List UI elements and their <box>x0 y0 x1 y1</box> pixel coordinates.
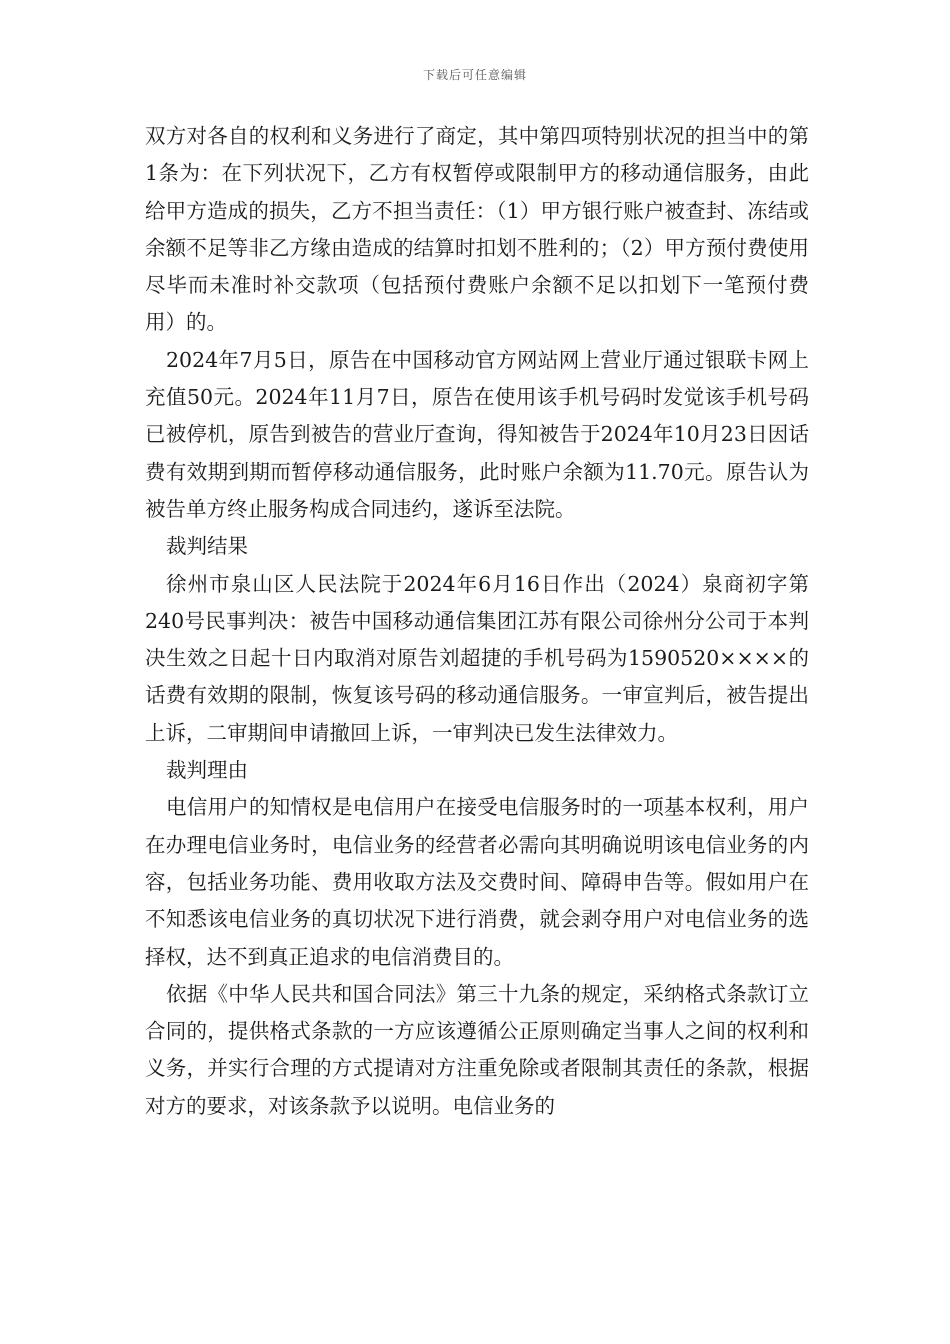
paragraph-right-to-know: 电信用户的知情权是电信用户在接受电信服务时的一项基本权利，用户在办理电信业务时，电信业务的经营者必需向其明确说明该电信业务的内容，包括业务功能、费用收取方法及交费时间、障碍申告等。假如用户在不知悉该电信业务的真切状况下进行消费，就会剥夺用户对电信业务的选择权，达不到真正追求的电信消费目的。 <box>145 795 809 969</box>
paragraph-contract-law: 依据《中华人民共和国合同法》第三十九条的规定，采纳格式条款订立合同的，提供格式条款的一方应该遵循公正原则确定当事人之间的权利和义务，并实行合理的方式提请对方注重免除或者限制其责任的条款，根据对方的要求，对该条款予以说明。电信业务的 <box>145 981 809 1118</box>
paragraph-contract-terms: 双方对各自的权利和义务进行了商定，其中第四项特别状况的担当中的第1条为：在下列状况下，乙方有权暂停或限制甲方的移动通信服务，由此给甲方造成的损失，乙方不担当责任：（1）甲方银行账户被查封、冻结或余额不足等非乙方缘由造成的结算时扣划不胜利的；（2）甲方预付费使用尽毕而未准时补交款项（包括预付费账户余额不足以扣划下一笔预付费用）的。 <box>145 124 809 335</box>
paragraph-judgment-result: 徐州市泉山区人民法院于2024年6月16日作出（2024）泉商初字第240号民事判决：被告中国移动通信集团江苏有限公司徐州分公司于本判决生效之日起十日内取消对原告刘超捷的手机号码为1590520××××的话费有效期的限制，恢复该号码的移动通信服务。一审宣判后，被告提出上诉，二审期间申请撤回上诉，一审判决已发生法律效力。 <box>145 571 809 745</box>
section-heading-judgment-result: 裁判结果 <box>166 534 248 559</box>
document-body <box>145 118 809 1125</box>
paragraph-facts: 2024年7月5日，原告在中国移动官方网站网上营业厅通过银联卡网上充值50元。2024年11月7日，原告在使用该手机号码时发觉该手机号码已被停机，原告到被告的营业厅查询，得知被告于2024年10月23日因话费有效期到期而暂停移动通信服务，此时账户余额为11.70元。原告认为被告单方终止服务构成合同违约，遂诉至法院。 <box>145 347 809 521</box>
section-heading-judgment-reason: 裁判理由 <box>166 758 248 783</box>
page-header-note: 下载后可任意编辑 <box>422 68 527 82</box>
